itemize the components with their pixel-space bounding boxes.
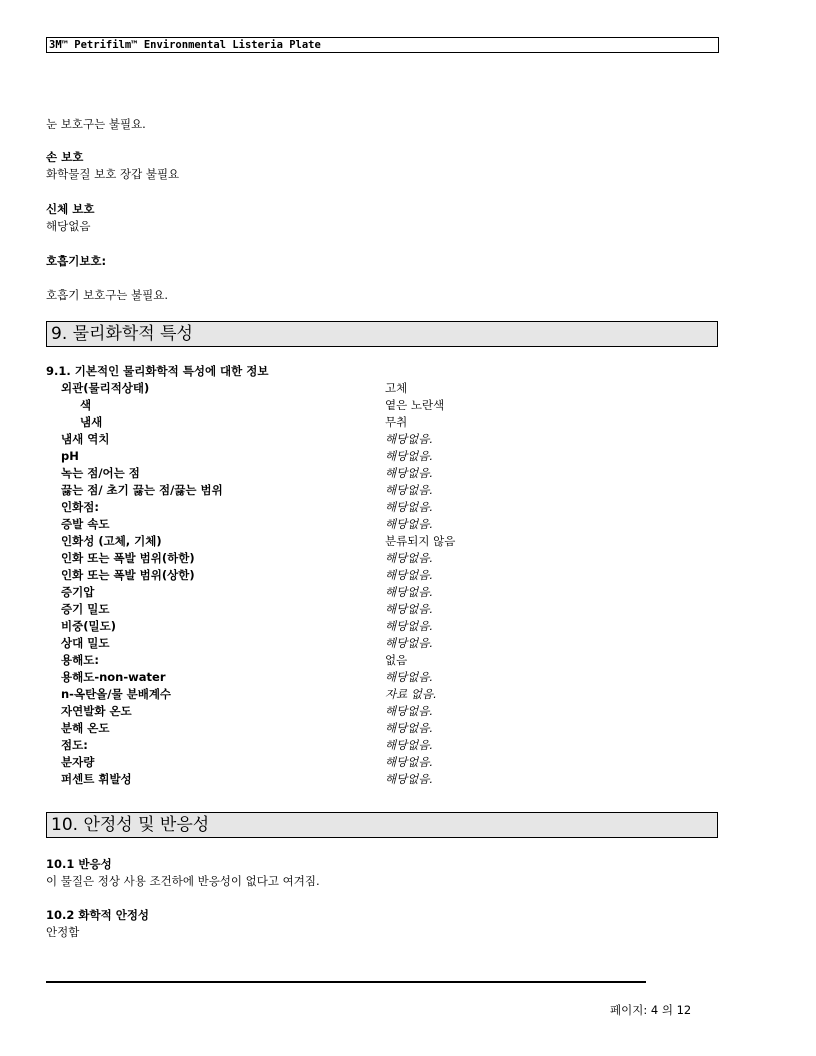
property-row — [46, 669, 716, 686]
property-value: 해당없음. — [385, 483, 434, 497]
property-value: 옅은 노란색 — [385, 398, 445, 412]
property-row — [46, 601, 716, 618]
property-name: 점도: — [61, 738, 88, 752]
hand-protection-text: 화학물질 보호 장갑 불필요 — [46, 167, 180, 181]
section-9-1-heading: 9.1. 기본적인 물리화학적 특성에 대한 정보 — [46, 364, 269, 378]
property-value: 해당없음. — [385, 721, 434, 735]
property-value: 해당없음. — [385, 670, 434, 684]
property-row — [46, 516, 716, 533]
eye-protection-text: 눈 보호구는 불필요. — [46, 117, 146, 131]
property-name: 인화 또는 폭발 범위(상한) — [61, 568, 195, 582]
property-value: 해당없음. — [385, 585, 434, 599]
property-value: 해당없음. — [385, 772, 434, 786]
property-row — [46, 482, 716, 499]
property-name: 증기 밀도 — [61, 602, 110, 616]
property-name: 비중(밀도) — [61, 619, 116, 633]
body-protection-heading: 신체 보호 — [46, 202, 95, 216]
property-row — [46, 703, 716, 720]
property-value: 해당없음. — [385, 449, 434, 463]
property-value: 해당없음. — [385, 602, 434, 616]
property-row — [46, 618, 716, 635]
property-name: 분해 온도 — [61, 721, 110, 735]
property-name: 외관(물리적상태) — [61, 381, 150, 395]
property-row — [46, 754, 716, 771]
property-row — [46, 448, 716, 465]
property-value: 해당없음. — [385, 755, 434, 769]
property-value: 없음 — [385, 653, 408, 667]
property-name: 인화점: — [61, 500, 99, 514]
property-name: n-옥탄올/물 분배계수 — [61, 687, 172, 701]
property-name: 분자량 — [61, 755, 95, 769]
property-row — [46, 380, 716, 397]
section-10-title: 10. 안정성 및 반응성 — [46, 812, 718, 838]
property-row — [46, 397, 716, 414]
property-name: 용해도-non-water — [61, 670, 166, 684]
property-row — [46, 567, 716, 584]
property-row — [46, 499, 716, 516]
property-row — [46, 550, 716, 567]
property-row — [46, 533, 716, 550]
physical-properties-table — [46, 363, 716, 788]
property-value: 해당없음. — [385, 704, 434, 718]
property-value: 자료 없음. — [385, 687, 437, 701]
section-9-title: 9. 물리화학적 특성 — [46, 321, 718, 347]
property-name: 인화 또는 폭발 범위(하한) — [61, 551, 195, 565]
chemical-stability-text: 안정함 — [46, 925, 80, 939]
chemical-stability-heading: 10.2 화학적 안정성 — [46, 908, 150, 922]
property-row — [46, 584, 716, 601]
property-value: 해당없음. — [385, 619, 434, 633]
property-row — [46, 635, 716, 652]
property-name: pH — [61, 449, 79, 463]
footer-divider — [46, 981, 646, 983]
document-header-title: 3M™ Petrifilm™ Environmental Listeria Plate — [46, 37, 719, 53]
respiratory-protection-text: 호흡기 보호구는 불필요. — [46, 288, 169, 302]
property-value: 해당없음. — [385, 432, 434, 446]
respiratory-protection-heading: 호흡기보호: — [46, 254, 107, 268]
reactivity-text: 이 물질은 정상 사용 조건하에 반응성이 없다고 여겨짐. — [46, 874, 320, 888]
property-name: 끓는 점/ 초기 끓는 점/끓는 범위 — [61, 483, 223, 497]
property-value: 해당없음. — [385, 500, 434, 514]
property-value: 해당없음. — [385, 738, 434, 752]
property-value: 무취 — [385, 415, 408, 429]
reactivity-heading: 10.1 반응성 — [46, 857, 112, 871]
property-name: 인화성 (고체, 기체) — [61, 534, 162, 548]
property-name: 증발 속도 — [61, 517, 110, 531]
property-value: 분류되지 않음 — [385, 534, 456, 548]
property-value: 해당없음. — [385, 551, 434, 565]
property-name: 용해도: — [61, 653, 99, 667]
property-row — [46, 431, 716, 448]
body-protection-text: 해당없음 — [46, 219, 91, 233]
property-name: 증기압 — [61, 585, 95, 599]
property-row — [46, 414, 716, 431]
property-name: 자연발화 온도 — [61, 704, 132, 718]
property-name: 녹는 점/어는 점 — [61, 466, 140, 480]
property-name: 상대 밀도 — [61, 636, 110, 650]
property-row — [46, 720, 716, 737]
property-name: 퍼센트 휘발성 — [61, 772, 132, 786]
property-row — [46, 771, 716, 788]
property-row — [46, 652, 716, 669]
hand-protection-heading: 손 보호 — [46, 150, 84, 164]
property-value: 해당없음. — [385, 517, 434, 531]
property-name: 냄새 역치 — [61, 432, 110, 446]
property-name: 냄새 — [80, 415, 103, 429]
property-row — [46, 686, 716, 703]
property-value: 고체 — [385, 381, 408, 395]
property-value: 해당없음. — [385, 568, 434, 582]
property-row — [46, 465, 716, 482]
property-name: 색 — [80, 398, 92, 412]
property-row — [46, 737, 716, 754]
page-number: 페이지: 4 의 12 — [610, 1003, 692, 1017]
property-value: 해당없음. — [385, 636, 434, 650]
property-value: 해당없음. — [385, 466, 434, 480]
